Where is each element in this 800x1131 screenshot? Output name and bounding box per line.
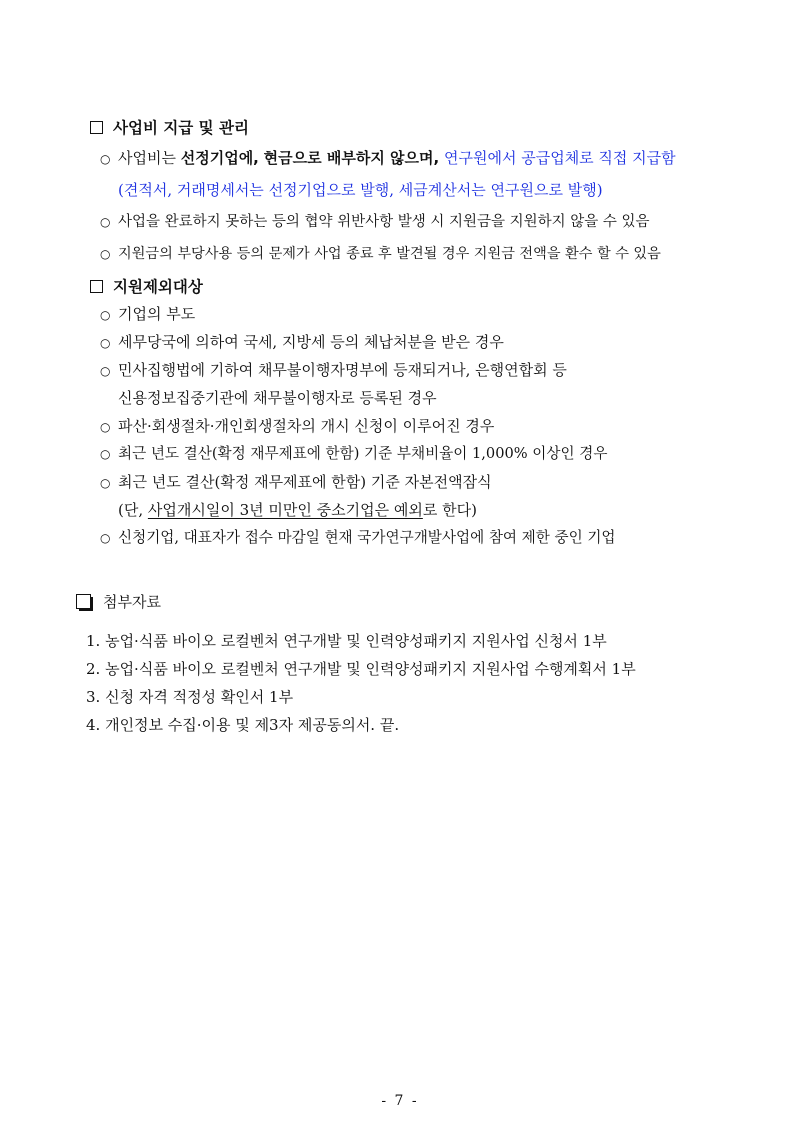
section-title-funding: 사업비 지급 및 관리 [90, 118, 249, 138]
section-title-attachments: 첨부자료 [76, 592, 161, 612]
funding-item-1: ○ 사업비는 선정기업에, 현금으로 배부하지 않으며, 연구원에서 공급업체로 직접 지급함 [100, 149, 676, 167]
exclusion-item-7: ○ 신청기업, 대표자가 접수 마감일 현재 국가연구개발사업에 참여 제한 중인 기업 [100, 529, 616, 546]
circle-bullet-icon: ○ [100, 531, 111, 545]
attachment-item-1: 1. 농업·식품 바이오 로컬벤처 연구개발 및 인력양성패키지 지원사업 신청서 1부 [86, 632, 607, 650]
exclusion-item-3-cont: 신용정보집중기관에 채무불이행자로 등록된 경우 [118, 389, 437, 407]
section-title-exclusions: 지원제외대상 [90, 277, 203, 297]
exclusion-item-1: ○ 기업의 부도 [100, 305, 196, 323]
circle-bullet-icon: ○ [100, 247, 111, 261]
circle-bullet-icon: ○ [100, 336, 111, 350]
circle-bullet-icon: ○ [100, 364, 111, 378]
circle-bullet-icon: ○ [100, 152, 111, 166]
exclusion-item-2: ○ 세무당국에 의하여 국세, 지방세 등의 체납처분을 받은 경우 [100, 333, 504, 351]
checkbox-square-icon [90, 121, 103, 134]
funding-item-3: ○ 지원금의 부당사용 등의 문제가 사업 종료 후 발견될 경우 지원금 전액을 환수 할 수 있음 [100, 246, 661, 262]
circle-bullet-icon: ○ [100, 420, 111, 434]
attachment-item-4: 4. 개인정보 수집·이용 및 제3자 제공동의서. 끝. [86, 716, 400, 734]
exclusion-item-3: ○ 민사집행법에 기하여 채무불이행자명부에 등재되거나, 은행연합회 등 [100, 361, 567, 379]
exclusion-item-6: ○ 최근 년도 결산(확정 재무제표에 한함) 기준 자본전액잠식 [100, 473, 492, 491]
circle-bullet-icon: ○ [100, 476, 111, 490]
checkbox-square-icon [90, 280, 103, 293]
circle-bullet-icon: ○ [100, 447, 111, 461]
shadow-box-icon [76, 594, 91, 609]
circle-bullet-icon: ○ [100, 308, 111, 322]
attachment-item-2: 2. 농업·식품 바이오 로컬벤처 연구개발 및 인력양성패키지 지원사업 수행계획서 1부 [86, 660, 636, 678]
page-number: - 7 - [381, 1093, 419, 1109]
exclusion-item-4: ○ 파산·회생절차·개인회생절차의 개시 신청이 이루어진 경우 [100, 417, 495, 435]
funding-item-1-note: (견적서, 거래명세서는 선정기업으로 발행, 세금계산서는 연구원으로 발행) [118, 181, 603, 199]
exclusion-item-6-note: (단, 사업개시일이 3년 미만인 중소기업은 예외로 한다) [118, 501, 477, 519]
funding-item-2: ○ 사업을 완료하지 못하는 등의 협약 위반사항 발생 시 지원금을 지원하지 않을 수 있음 [100, 214, 650, 230]
circle-bullet-icon: ○ [100, 215, 111, 229]
exclusion-item-5: ○ 최근 년도 결산(확정 재무제표에 한함) 기준 부채비율이 1,000% 이상인 경우 [100, 445, 608, 462]
attachment-item-3: 3. 신청 자격 적정성 확인서 1부 [86, 688, 294, 706]
